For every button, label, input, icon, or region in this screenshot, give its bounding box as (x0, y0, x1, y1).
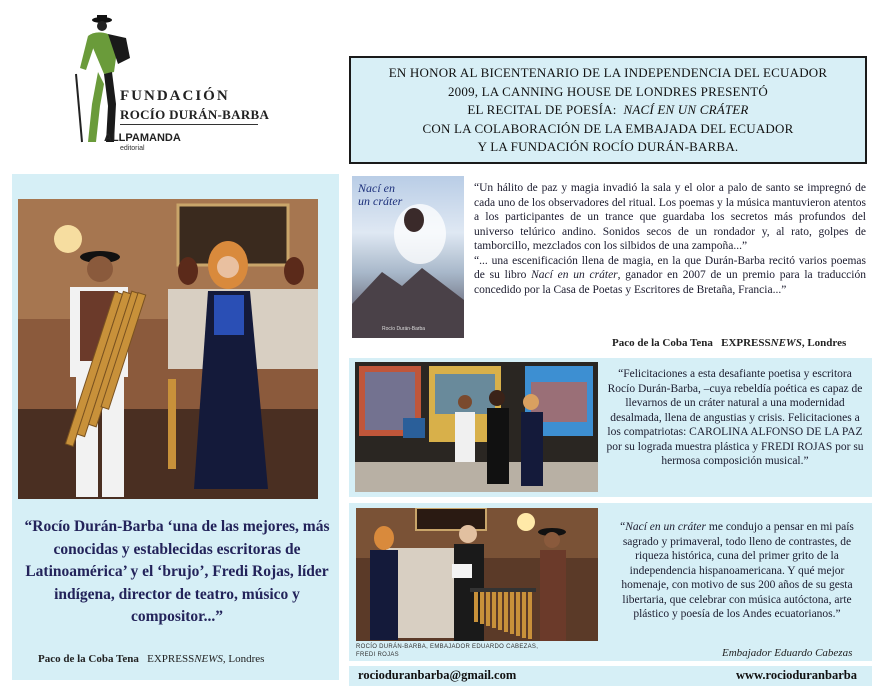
ambassador-text: “Nací en un cráter me condujo a pensar en mi país sagrado y primaveral, todo lleno de contrastes, de riqueza histórica, cuna del primer grito de la independencia hispanoamericana. Y qué mejor homenaje, con motivo de sus 200 años de su gesta libertaria, que celebrar con música autóctona, arte plástico y poesía de los Andes ecuatorianos.” (620, 521, 854, 620)
announcement-line-1: EN HONOR AL BICENTENARIO DE LA INDEPENDENCIA DEL ECUADOR (388, 65, 828, 80)
review-paragraph-2-b: , ganador en 2007 de un premio para la traducción concedido por la Casa de Poetas y Escritores de Bretaña, Francia...” (474, 269, 866, 296)
left-citation (38, 653, 264, 665)
announcement-line-3 (351, 101, 865, 120)
left-citation-pub-a: EXPRESS (147, 653, 195, 665)
performers-photo (18, 199, 318, 499)
review-citation (612, 337, 846, 349)
publisher-name: ALLPAMANDA (104, 132, 181, 144)
left-citation-pub-b: NEWS (194, 653, 223, 665)
review-book-title: Nací en un cráter (531, 269, 618, 281)
recital-photo (356, 508, 598, 641)
review-citation-pub-b: NEWS (770, 337, 802, 349)
review-citation-author: Paco de la Coba Tena (612, 337, 713, 349)
left-citation-place: , Londres (222, 653, 265, 665)
book-cover-title: Nací en un cráter (358, 181, 403, 208)
logo-divider (120, 124, 258, 125)
announcement-box (349, 56, 867, 164)
gallery-photo-illustration (355, 362, 598, 492)
gallery-photo (355, 362, 598, 492)
book-cover (352, 176, 464, 338)
review-citation-place: , Londres (801, 337, 847, 349)
announcement-line-5: Y LA FUNDACIÓN ROCÍO DURÁN-BARBA. (477, 139, 739, 154)
book-cover-illustration (352, 176, 464, 338)
recital-title: NACÍ EN UN CRÁTER (623, 102, 749, 117)
recital-photo-illustration (356, 508, 598, 641)
performers-photo-illustration (18, 199, 318, 499)
contact-email[interactable]: rocioduranbarba@gmail.com (358, 668, 517, 682)
foundation-name: ROCÍO DURÁN-BARBA (120, 107, 270, 122)
announcement-line-4: CON LA COLABORACIÓN DE LA EMBAJADA DEL ECUADOR (422, 120, 794, 136)
announcement-line-2: 2009, LA CANNING HOUSE DE LONDRES PRESENTÓ (447, 83, 769, 99)
review-citation-pub-a: EXPRESS (721, 337, 771, 349)
review-text (474, 181, 866, 297)
book-cover-author: Rocío Durán-Barba (382, 326, 426, 332)
ambassador-book-title: Nací en un cráter (625, 521, 707, 533)
review-paragraph-1: “Un hálito de paz y magia invadió la sala y el olor a palo de santo se impregnó de cada uno de los observadores del ritual. Los poemas y la música mantuvieron atentos a los participantes de un trance que guardaba los secretos más profundos del universo telúrico andino. Sonidos secos de un rondador y, al rato, golpes de tamborcillo, mezclados con los silbidos de una zampoña...” (474, 182, 866, 252)
contact-website[interactable]: www.rocioduranbarba (736, 668, 857, 682)
ambassador-text-body: me condujo a pensar en mi país sagrado y primaveral, todo lleno de contrastes, de riqueza histórica, cuna del primer grito de la independencia hispanoamericana. Y qué mejor homenaje, con motivo de sus 200 años de su gesta libertaria, que celebrar con música autóctona, arte plástico y poesía de los Andes ecuatorianos.” (621, 521, 854, 620)
announcement-line-3-prefix: EL RECITAL DE POESÍA: (467, 102, 617, 117)
foundation-logo (70, 14, 270, 154)
publisher-subtitle: editorial (120, 145, 145, 152)
foundation-title: FUNDACIÓN (120, 88, 230, 104)
left-quote: “Rocío Durán-Barba ‘una de las mejores, más conocidas y establecidas escritoras de Latinoamérica’ y el ‘brujo’, Fredi Rojas, líder indígena, director de teatro, músico y compositor...” (24, 518, 330, 625)
congratulations-text: “Felicitaciones a esta desafiante poetisa y escritora Rocío Durán-Barba, –cuya rebeldía poética es capaz de llevarnos de un cráter natural a una modernidad desalmada, llena de angustias y crisis. Felicitaciones a los compatriotas: CAROLINA ALFONSO DE LA PAZ por su lograda muestra plástica y FREDI ROJAS por su hermosa composición musical.” (606, 368, 864, 467)
recital-photo-caption: ROCÍO DURÁN-BARBA, EMBAJADOR EDUARDO CABEZAS, FREDI ROJAS (356, 644, 539, 658)
left-citation-author: Paco de la Coba Tena (38, 653, 139, 665)
review-paragraph-2 (474, 254, 866, 298)
ambassador-citation: Embajador Eduardo Cabezas (722, 647, 853, 659)
review-paragraph-2-a: “... una escenificación llena de magia, en la que Durán-Barba recitó varios poemas de su libro (474, 254, 866, 281)
